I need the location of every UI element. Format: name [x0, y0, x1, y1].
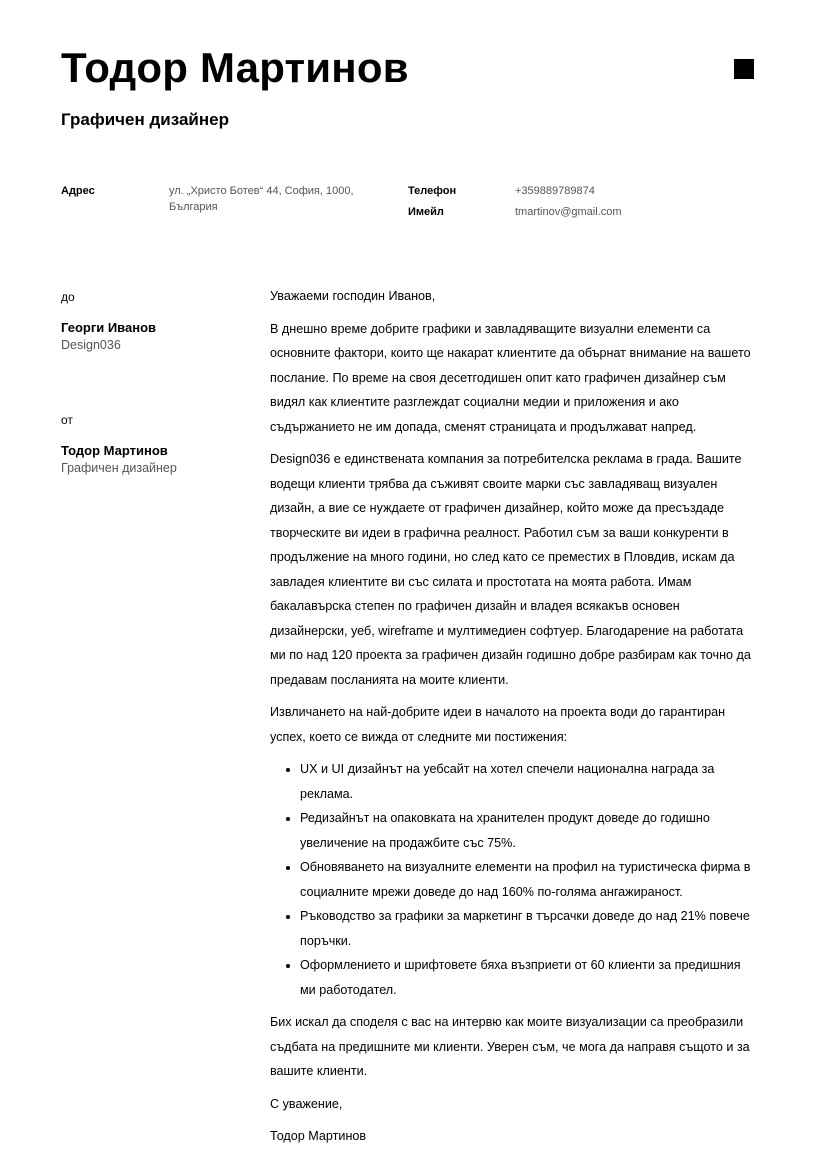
recipient-company: Design036	[61, 338, 121, 352]
address-value: ул. „Христо Ботев“ 44, София, 1000, България	[169, 185, 354, 213]
letter-body	[270, 284, 758, 1157]
sender-block	[61, 413, 241, 475]
paragraph-3: Извличането на най-добрите идеи в началото на проекта води до гарантиран успех, което се вижда от следните ми постижения:	[270, 705, 726, 744]
sender-name: Тодор Мартинов	[61, 443, 168, 458]
paragraph-2: Design036 е единствената компания за потребителска реклама в града. Вашите водещи клиенти трябва да съживят своите марки със завладяващ визуален дизайн, а вие се нуждаете от графичен дизайнер, който може да пресъздаде творческите ви идеи в графична реалност. Работил съм за ваши конкуренти в продължение на много години, но след като се преместих в Пловдив, искам да завладея клиентите ви със силата и простотата на моята работа. Имам бакалавърска степен по графичен дизайн и владея всякакъв основен дизайнерски, уеб, wireframe и мултимедиен софтуер. Благодарение на работата ми по над 120 проекта за графичен дизайн годишно добре разбирам как точно да предавам посланията на моите клиенти.	[270, 452, 751, 687]
applicant-name: Тодор Мартинов	[61, 44, 409, 91]
phone-value: +359889789874	[515, 185, 595, 197]
email-label: Имейл	[408, 206, 444, 218]
list-item: • Оформлението и шрифтовете бяха възприети от 60 клиенти за предишния ми работодател.	[300, 953, 758, 1002]
email-value: tmartinov@gmail.com	[515, 206, 622, 218]
paragraph-4: Бих искал да споделя с вас на интервю как моите визуализации са преобразили съдбата на предишните ми клиенти. Уверен съм, че мога да направя същото и за вашите клиенти.	[270, 1015, 750, 1078]
list-item: • UX и UI дизайнът на уебсайт на хотел спечели национална награда за реклама.	[300, 757, 758, 806]
greeting: Уважаеми господин Иванов,	[270, 289, 436, 303]
achievements-list	[270, 757, 758, 1002]
address-label: Адрес	[61, 185, 95, 197]
applicant-title: Графичен дизайнер	[61, 110, 229, 129]
recipient-name: Георги Иванов	[61, 320, 157, 335]
sender-title: Графичен дизайнер	[61, 461, 177, 475]
closing: С уважение,	[270, 1096, 343, 1111]
list-item: • Редизайнът на опаковката на хранителен продукт доведе до годишно увеличение на продажбите със 75%.	[300, 806, 758, 855]
phone-label: Телефон	[408, 185, 457, 197]
list-item: • Обновяването на визуалните елементи на профил на туристическа фирма в социалните мрежи доведе до над 160% по-голяма ангажираност.	[300, 855, 758, 904]
signature: Тодор Мартинов	[270, 1129, 367, 1143]
decorative-square-icon	[734, 59, 754, 79]
list-item: • Ръководство за графики за маркетинг в търсачки доведе до над 21% повече поръчки.	[300, 904, 758, 953]
paragraph-1: В днешно време добрите графики и завладяващите визуални елементи са основните фактори, които ще накарат клиентите да обърнат внимание на вашето послание. По време на своя десетгодишен опит като графичен дизайнер съм видял как клиентите разглеждат социални медии и приложения и ако съдържанието не им допада, сменят страницата и продължават напред.	[270, 321, 751, 434]
recipient-label: до	[61, 290, 75, 304]
sender-label: от	[61, 413, 73, 427]
recipient-block	[61, 290, 241, 352]
